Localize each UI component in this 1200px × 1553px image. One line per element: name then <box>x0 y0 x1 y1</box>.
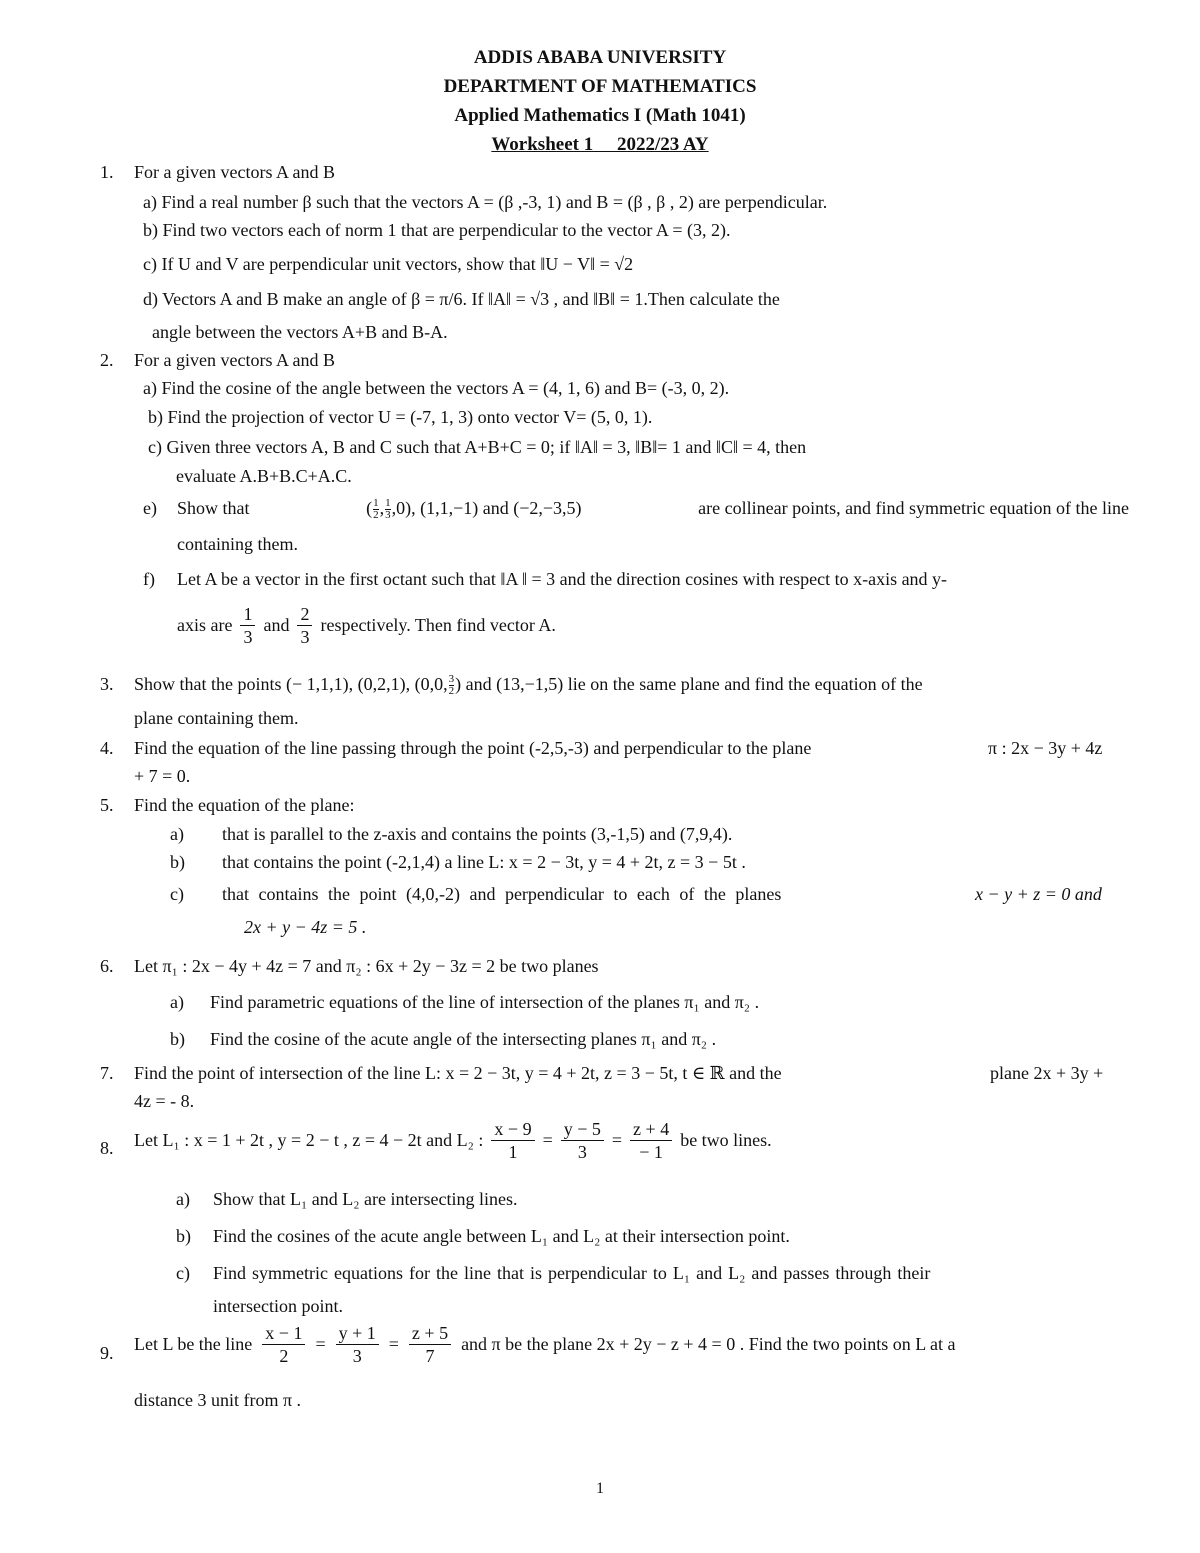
question-5-stem: Find the equation of the plane: <box>134 795 355 815</box>
question-3-number: 3. <box>100 674 114 694</box>
question-2c-line1: c) Given three vectors A, B and C such that A+B+C = 0; if ‖A‖ = 3, ‖B‖= 1 and ‖C‖ = 4, then <box>148 437 807 457</box>
question-4-line1: Find the equation of the line passing through the point (-2,5,-3) and perpendicular to the plane <box>134 738 812 758</box>
question-8-number: 8. <box>100 1138 114 1158</box>
question-2f-line1: Let A be a vector in the first octant such that ‖A ‖ = 3 and the direction cosines with respect to x-axis and y- <box>177 569 948 589</box>
question-8c-label: c) <box>176 1263 190 1283</box>
question-8b: Find the cosines of the acute angle between L₁ and L₂ at their intersection point. <box>213 1226 790 1246</box>
question-5a-label: a) <box>170 824 184 844</box>
question-7-number: 7. <box>100 1063 114 1083</box>
question-9-line2: distance 3 unit from π . <box>134 1390 302 1410</box>
question-6a: Find parametric equations of the line of intersection of the planes π₁ and π₂ . <box>210 992 760 1012</box>
question-2e-label: e) <box>143 498 157 518</box>
fraction-one-third: $\frac{1}{3}$ <box>240 603 255 648</box>
question-2a: a) Find the cosine of the angle between the vectors A = (4, 1, 6) and B= (-3, 0, 2). <box>143 378 730 398</box>
question-2-number: 2. <box>100 350 114 370</box>
question-5c-plane: x − y + z = 0 and <box>975 884 1102 904</box>
question-3-line2: plane containing them. <box>134 708 299 728</box>
university-title: ADDIS ABABA UNIVERSITY <box>473 47 727 68</box>
question-2-stem: For a given vectors A and B <box>134 350 335 370</box>
question-4-number: 4. <box>100 738 114 758</box>
question-5a: that is parallel to the z-axis and contains the points (3,-1,5) and (7,9,4). <box>222 824 733 844</box>
question-2e-show: Show that <box>177 498 250 518</box>
question-8-stem: Let L₁ : x = 1 + 2t , y = 2 − t , z = 4 − 2t and L₂ : $\frac{x - 9}{1}$ = $\frac{y - 5}{3}$ = $\frac{z + 4}{- 1}$ be two lines. <box>134 1119 772 1162</box>
question-2f-label: f) <box>143 569 155 589</box>
question-1a: a) Find a real number β such that the vectors A = (β ,-3, 1) and B = (β , β , 2) are perpendicular. <box>143 192 828 212</box>
question-8a: Show that L₁ and L₂ are intersecting lines. <box>213 1189 518 1209</box>
question-6a-label: a) <box>170 992 184 1012</box>
line-l-y-fraction: $\frac{y + 1}{3}$ <box>336 1322 379 1367</box>
question-2e-points: ( $\frac{1}{2}$ , $\frac{1}{3}$ ,0), (1,1,−1) and (−2,−3,5) <box>366 497 582 521</box>
question-2e-rest: are collinear points, and find symmetric equation of the line <box>698 498 1129 518</box>
question-8a-label: a) <box>176 1189 190 1209</box>
question-2e-line2: containing them. <box>177 534 298 554</box>
question-6-stem: Let π₁ : 2x − 4y + 4z = 7 and π₂ : 6x + 2y − 3z = 2 be two planes <box>134 956 599 976</box>
question-5c-label: c) <box>170 884 184 904</box>
question-4-line2: + 7 = 0. <box>134 766 191 786</box>
question-1-stem: For a given vectors A and B <box>134 162 335 182</box>
line-l2-y-fraction: $\frac{y - 5}{3}$ <box>561 1118 604 1163</box>
question-2c-line2: evaluate A.B+B.C+A.C. <box>176 466 352 486</box>
fraction-two-thirds: $\frac{2}{3}$ <box>297 603 312 648</box>
page-number: 1 <box>596 1480 604 1497</box>
question-8b-label: b) <box>176 1226 191 1246</box>
line-l-z-fraction: $\frac{z + 5}{7}$ <box>409 1322 451 1367</box>
course-title: Applied Mathematics I (Math 1041) <box>454 105 746 126</box>
department-title: DEPARTMENT OF MATHEMATICS <box>443 76 757 97</box>
question-7-line2: 4z = - 8. <box>134 1091 195 1111</box>
fraction-one-third: $\frac{1}{3}$ <box>385 497 391 521</box>
question-6b: Find the cosine of the acute angle of the intersecting planes π₁ and π₂ . <box>210 1029 717 1049</box>
question-1c: c) If U and V are perpendicular unit vectors, show that ‖U − V‖ = √2 <box>143 254 634 274</box>
question-1d-line1: d) Vectors A and B make an angle of β = π/6. If ‖A‖ = √3 , and ‖B‖ = 1.Then calculate the <box>143 289 780 309</box>
question-1b: b) Find two vectors each of norm 1 that are perpendicular to the vector A = (3, 2). <box>143 220 731 240</box>
question-2e-line1 <box>177 496 1129 521</box>
fraction-three-halves: $\frac{3}{2}$ <box>448 673 455 697</box>
question-2f-line2: axis are $\frac{1}{3}$ and $\frac{2}{3}$ respectively. Then find vector A. <box>177 604 556 647</box>
question-9-line1: Let L be the line $\frac{x - 1}{2}$ = $\frac{y + 1}{3}$ = $\frac{z + 5}{7}$ and π be the plane 2x + 2y − z + 4 = 0 . Find the two points on L at a <box>134 1323 956 1366</box>
question-5b: that contains the point (-2,1,4) a line L: x = 2 − 3t, y = 4 + 2t, z = 3 − 5t . <box>222 852 746 872</box>
question-1d-line2: angle between the vectors A+B and B-A. <box>152 322 448 342</box>
line-l-x-fraction: $\frac{x - 1}{2}$ <box>262 1322 305 1367</box>
question-8c-line2: intersection point. <box>213 1296 343 1316</box>
worksheet-title: Worksheet 1 2022/23 AY <box>491 134 709 155</box>
question-5-number: 5. <box>100 795 114 815</box>
line-l2-x-fraction: $\frac{x - 9}{1}$ <box>491 1118 534 1163</box>
line-l2-z-fraction: $\frac{z + 4}{- 1}$ <box>630 1118 672 1163</box>
question-6b-label: b) <box>170 1029 185 1049</box>
fraction-one-half: $\frac{1}{2}$ <box>373 497 379 521</box>
question-4-plane: π : 2x − 3y + 4z <box>988 738 1103 758</box>
question-2b: b) Find the projection of vector U = (-7, 1, 3) onto vector V= (5, 0, 1). <box>148 407 653 427</box>
question-5b-label: b) <box>170 852 185 872</box>
question-5c-line2: 2x + y − 4z = 5 . <box>244 917 367 937</box>
question-7-plane: plane 2x + 3y + <box>990 1063 1104 1083</box>
question-5c-line1: that contains the point (4,0,-2) and perpendicular to each of the planes <box>222 884 782 904</box>
question-7-line1: Find the point of intersection of the line L: x = 2 − 3t, y = 4 + 2t, z = 3 − 5t, t ∈ ℝ and the <box>134 1063 782 1083</box>
question-9-number: 9. <box>100 1343 114 1363</box>
question-1-number: 1. <box>100 162 114 182</box>
question-8c-line1: Find symmetric equations for the line that is perpendicular to L₁ and L₂ and passes through their <box>213 1263 931 1283</box>
question-6-number: 6. <box>100 956 114 976</box>
question-3-line1: Show that the points (− 1,1,1), (0,2,1), (0,0, $\frac{3}{2}$ ) and (13,−1,5) lie on the same plane and find the equation of the <box>134 673 923 697</box>
